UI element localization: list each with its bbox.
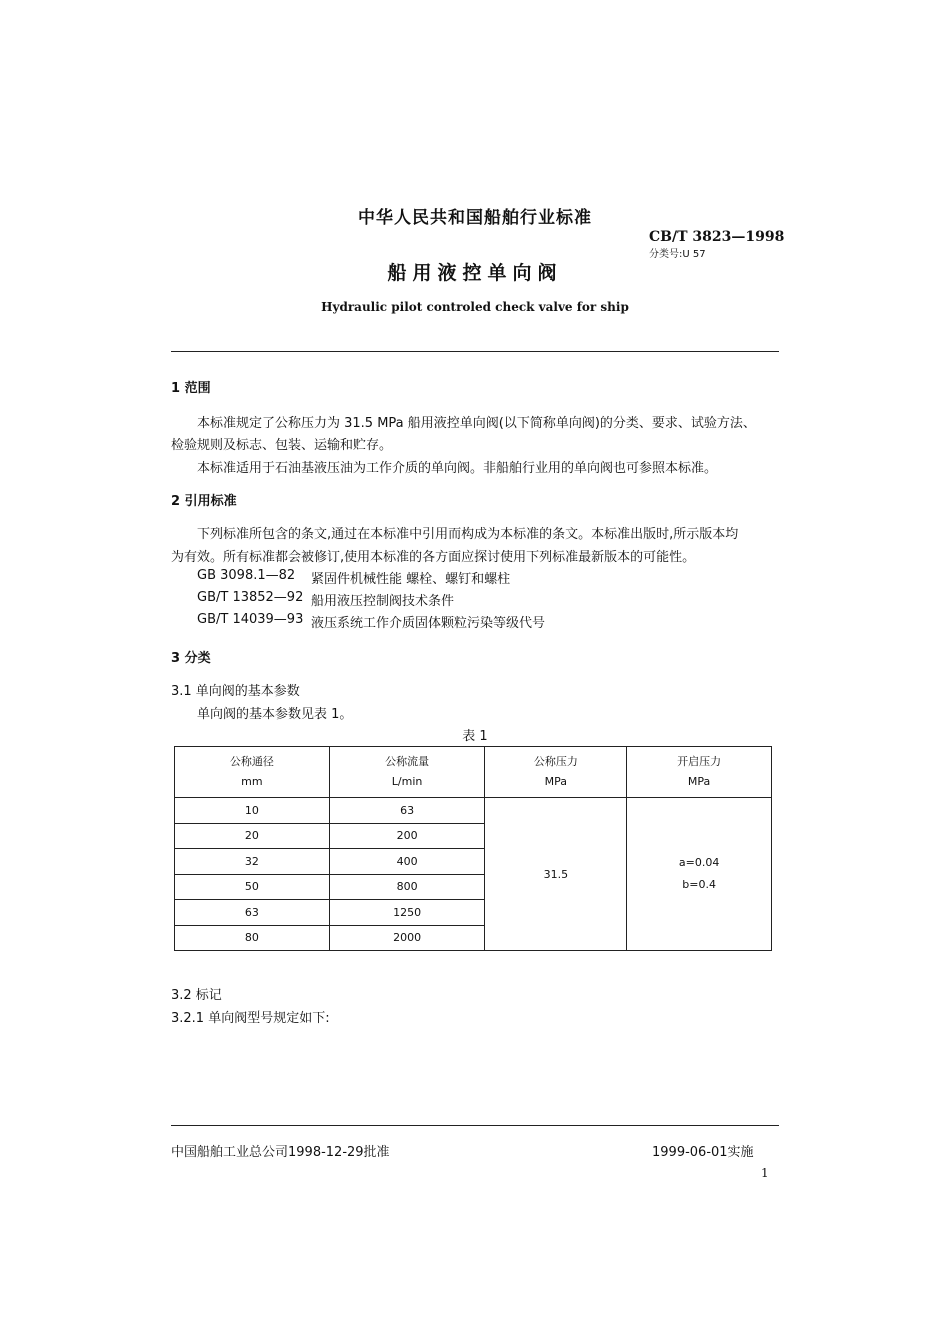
- header-opening-pressure: 开启压力 MPa: [627, 747, 772, 798]
- cell-opening-pressure: [627, 798, 772, 951]
- cell-diameter: 20: [175, 823, 330, 849]
- section-1-paragraph-1-line-1: 本标准规定了公称压力为 31.5 MPa 船用液控单向阀(以下简称单向阀)的分类、要求、试验方法、: [197, 416, 756, 431]
- opening-pressure-b: b=0.4: [682, 878, 716, 891]
- section-3-1-text: 单向阀的基本参数见表 1。: [197, 707, 353, 722]
- section-3-heading: 3 分类: [171, 651, 211, 666]
- cell-diameter: 63: [175, 900, 330, 926]
- table-caption: 表 1: [462, 729, 488, 744]
- reference-code: GB/T 14039—93: [197, 612, 304, 627]
- page-number: 1: [761, 1166, 769, 1180]
- section-2-paragraph-line-1: 下列标准所包含的条文,通过在本标准中引用而构成为本标准的条文。本标准出版时,所示版本均: [197, 527, 739, 542]
- effective-date: 1999-06-01实施: [652, 1145, 754, 1160]
- cell-flow: 1250: [329, 900, 485, 926]
- cell-diameter: 80: [175, 925, 330, 951]
- footer-divider: [171, 1125, 779, 1126]
- document-title-en: Hydraulic pilot controled check valve for ship: [321, 300, 629, 314]
- cell-nominal-pressure: 31.5: [485, 798, 627, 951]
- approval-note: 中国船舶工业总公司1998-12-29批准: [171, 1145, 390, 1160]
- opening-pressure-a: a=0.04: [678, 856, 720, 869]
- cell-diameter: 50: [175, 874, 330, 900]
- table-row: [175, 798, 772, 824]
- section-1-heading: 1 范围: [171, 381, 211, 396]
- document-title-cn: 船用液控单向阀: [387, 262, 563, 284]
- standard-code: CB/T 3823—1998: [649, 229, 785, 245]
- header-divider: [171, 351, 779, 352]
- reference-title: 船用液压控制阀技术条件: [311, 594, 455, 609]
- section-3-2-heading: 3.2 标记: [171, 988, 222, 1003]
- section-2-heading: 2 引用标准: [171, 494, 237, 509]
- header-nominal-flow: 公称流量 L/min: [329, 747, 485, 798]
- classification-number: 分类号:U 57: [649, 249, 706, 260]
- reference-code: GB 3098.1—82: [197, 568, 296, 583]
- standard-body-title: 中华人民共和国船舶行业标准: [358, 208, 592, 228]
- cell-flow: 2000: [329, 925, 485, 951]
- cell-flow: 400: [329, 849, 485, 875]
- parameters-table: [174, 746, 772, 951]
- header-nominal-pressure: 公称压力 MPa: [485, 747, 627, 798]
- cell-flow: 63: [329, 798, 485, 824]
- reference-code: GB/T 13852—92: [197, 590, 304, 605]
- section-3-2-1-heading: 3.2.1 单向阀型号规定如下:: [171, 1011, 330, 1026]
- reference-title: 紧固件机械性能 螺栓、螺钉和螺柱: [311, 572, 511, 587]
- cell-diameter: 10: [175, 798, 330, 824]
- section-2-paragraph-line-2: 为有效。所有标准都会被修订,使用本标准的各方面应探讨使用下列标准最新版本的可能性。: [171, 550, 696, 565]
- cell-flow: 200: [329, 823, 485, 849]
- reference-title: 液压系统工作介质固体颗粒污染等级代号: [311, 616, 546, 631]
- section-1-paragraph-1-line-2: 检验规则及标志、包装、运输和贮存。: [171, 438, 393, 453]
- cell-diameter: 32: [175, 849, 330, 875]
- section-1-paragraph-2: 本标准适用于石油基液压油为工作介质的单向阀。非船舶行业用的单向阀也可参照本标准。: [197, 461, 718, 476]
- section-3-1-heading: 3.1 单向阀的基本参数: [171, 684, 300, 699]
- table-header-row: [175, 747, 772, 798]
- cell-flow: 800: [329, 874, 485, 900]
- header-nominal-diameter: 公称通径 mm: [175, 747, 330, 798]
